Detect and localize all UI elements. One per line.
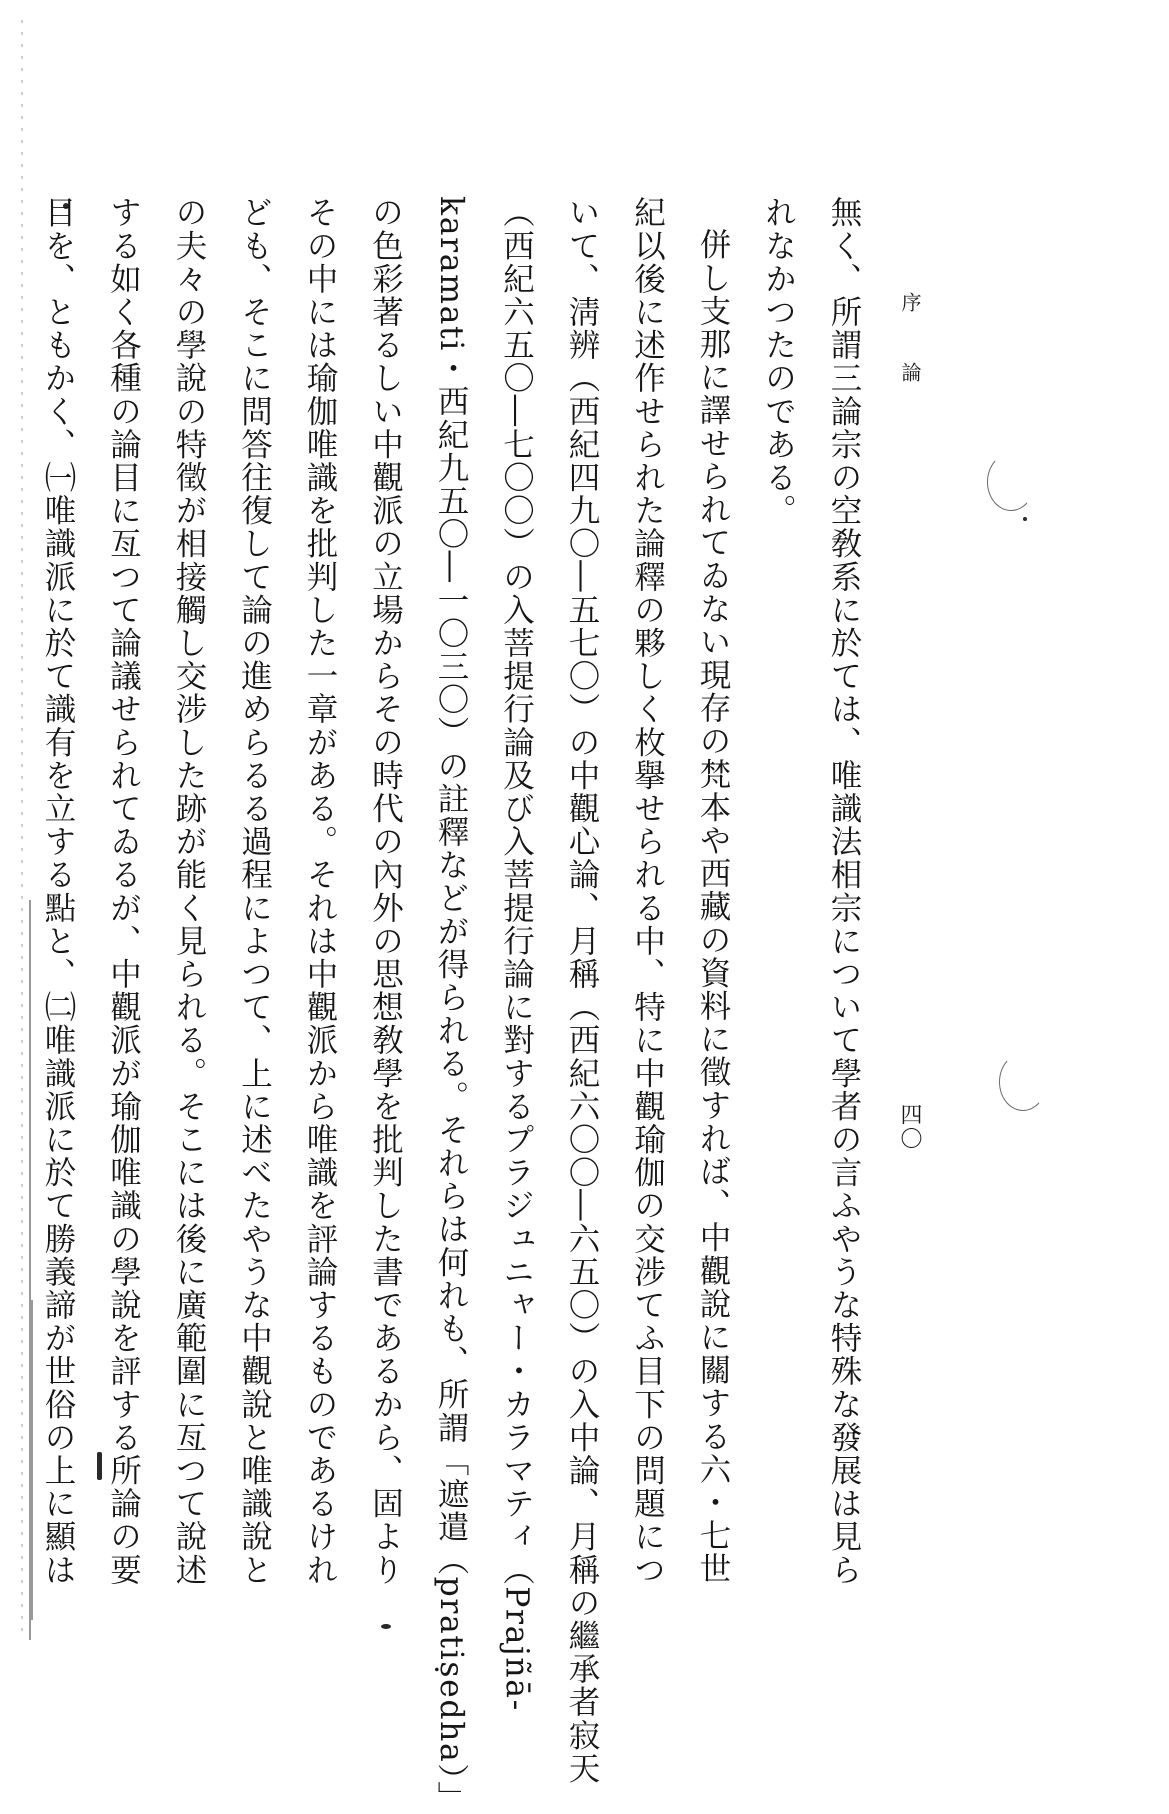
text-line: ども、そこに問答往復して論の進めらるる過程によつて、上に述べたやうな中觀說と唯識說と bbox=[236, 196, 273, 1587]
text-line: する如く各種の論目に亙つて論議せられてゐるが、中觀派が瑜伽唯識の學說を評する所論の要 bbox=[105, 196, 142, 1587]
text-line: 無く、所謂三論宗の空敎系に於ては、唯識法相宗について學者の言ふやうな特殊な發展は見ら bbox=[826, 196, 862, 1587]
text-line: 目を、ともかく、㈠唯識派に於て識有を立する點と、㈡唯識派に於て勝義諦が世俗の上に顯は bbox=[40, 196, 76, 1587]
text-line: 紀以後に述作せられた論釋の夥しく枚擧せられる中、特に中觀瑜伽の交涉てふ目下の問題につ bbox=[629, 196, 666, 1587]
running-title: 序論 bbox=[898, 292, 922, 432]
punch-hole-mark-bottom bbox=[999, 1053, 1047, 1111]
text-line: 併し支那に譯せられてゐない現存の梵本や西藏の資料に徵すれば、中觀說に關する六・七世 bbox=[695, 227, 731, 1585]
ink-speck bbox=[1023, 517, 1027, 521]
body-text bbox=[40, 196, 876, 1814]
text-line: （西紀六五〇―七〇〇）の入菩提行論及び入菩提行論に對するプラジュニャー・カラマティ（Prajñā- bbox=[498, 196, 535, 1712]
page-number: 四〇 bbox=[897, 1103, 922, 1151]
text-line: れなかつたのである。 bbox=[760, 196, 797, 527]
ink-speck bbox=[381, 1624, 391, 1629]
text-line: の色彩著るしい中觀派の立場からその時代の內外の思想敎學を批判した書であるから、固より bbox=[367, 196, 404, 1587]
punch-hole-mark-top bbox=[987, 453, 1035, 511]
text-line: の夫々の學說の特徵が相接觸し交涉した跡が能く見られる。そこには後に廣範圍に亙つて說述 bbox=[171, 196, 207, 1587]
text-line: karamati・西紀九五〇―一〇三〇）の註釋などが得られる。それらは何れも、所謂「遮遣（pratiṣedha）」 bbox=[433, 196, 469, 1814]
text-line: その中には瑜伽唯識を批判した一章がある。それは中觀派から唯識を評論するものであるけれ bbox=[302, 196, 338, 1587]
text-line: いて、淸辨（西紀四九〇―五七〇）の中觀心論、月稱（西紀六〇〇―六五〇）の入中論、月稱の繼承者寂天 bbox=[564, 196, 600, 1785]
